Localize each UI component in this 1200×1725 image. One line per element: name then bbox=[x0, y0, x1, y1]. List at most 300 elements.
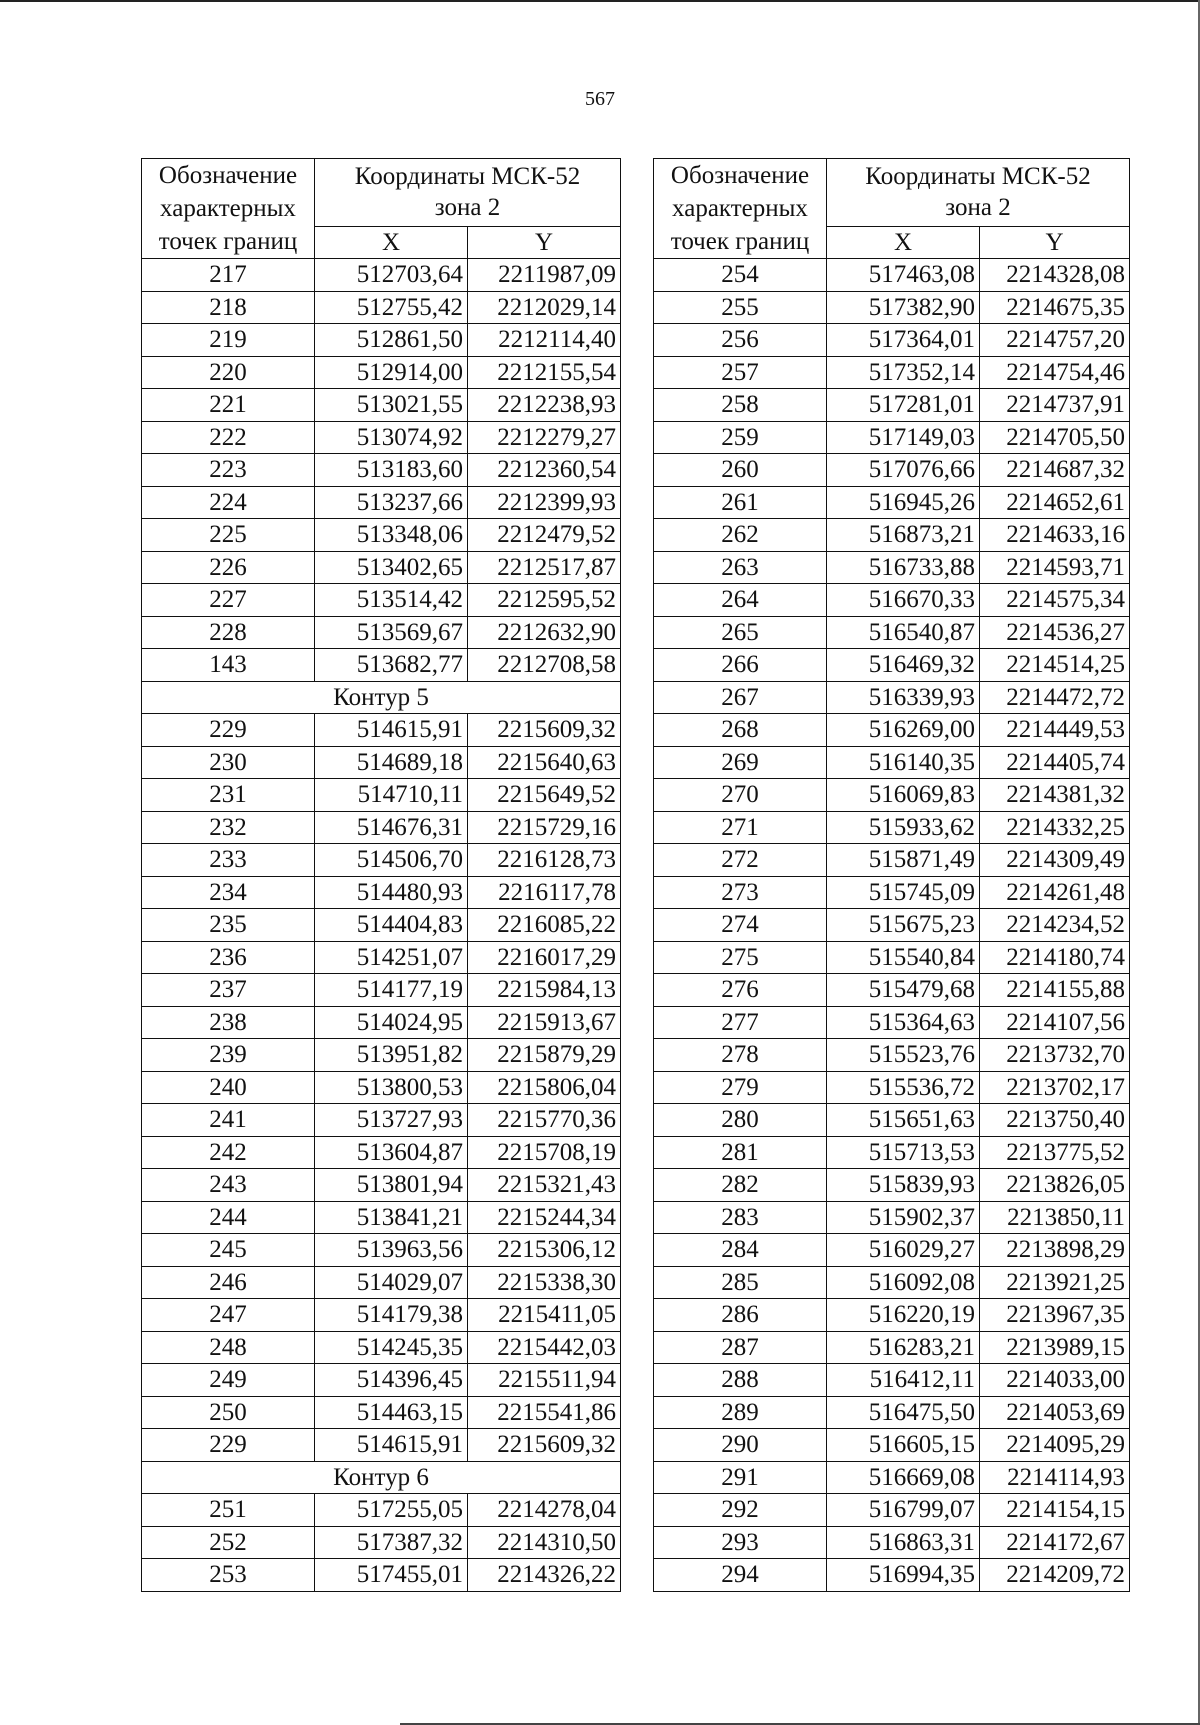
x-coordinate-cell: 512703,64 bbox=[315, 259, 468, 292]
point-number-cell: 233 bbox=[142, 844, 315, 877]
x-coordinate-cell: 516339,93 bbox=[827, 681, 980, 714]
point-number-cell: 222 bbox=[142, 421, 315, 454]
point-number-cell: 223 bbox=[142, 454, 315, 487]
x-coordinate-cell: 512861,50 bbox=[315, 324, 468, 357]
contour-label: Контур 6 bbox=[142, 1461, 621, 1494]
point-number-cell: 262 bbox=[654, 519, 827, 552]
x-coordinate-cell: 516412,11 bbox=[827, 1364, 980, 1397]
x-coordinate-cell: 513604,87 bbox=[315, 1136, 468, 1169]
table-row bbox=[654, 909, 1130, 942]
table-row bbox=[142, 941, 621, 974]
point-number-cell: 256 bbox=[654, 324, 827, 357]
point-number-cell: 273 bbox=[654, 876, 827, 909]
table-row bbox=[142, 1299, 621, 1332]
point-number-cell: 246 bbox=[142, 1266, 315, 1299]
x-coordinate-cell: 517455,01 bbox=[315, 1559, 468, 1592]
point-number-cell: 291 bbox=[654, 1461, 827, 1494]
table-row bbox=[654, 389, 1130, 422]
point-number-cell: 248 bbox=[142, 1331, 315, 1364]
point-number-cell: 258 bbox=[654, 389, 827, 422]
table-row bbox=[142, 324, 621, 357]
x-coordinate-cell: 513021,55 bbox=[315, 389, 468, 422]
table-row bbox=[654, 649, 1130, 682]
y-coordinate-cell: 2215770,36 bbox=[468, 1104, 621, 1137]
point-number-cell: 240 bbox=[142, 1071, 315, 1104]
table-row bbox=[654, 1299, 1130, 1332]
y-coordinate-cell: 2213921,25 bbox=[980, 1266, 1130, 1299]
y-coordinate-cell: 2215729,16 bbox=[468, 811, 621, 844]
y-coordinate-cell: 2215609,32 bbox=[468, 1429, 621, 1462]
x-coordinate-cell: 516945,26 bbox=[827, 486, 980, 519]
x-coordinate-cell: 516469,32 bbox=[827, 649, 980, 682]
x-coordinate-cell: 516220,19 bbox=[827, 1299, 980, 1332]
x-column-header: X bbox=[827, 226, 980, 258]
designation-header-line: Обозначение bbox=[670, 162, 810, 189]
table-row bbox=[142, 811, 621, 844]
point-number-cell: 263 bbox=[654, 551, 827, 584]
y-coordinate-cell: 2215640,63 bbox=[468, 746, 621, 779]
point-number-cell: 252 bbox=[142, 1526, 315, 1559]
table-row bbox=[142, 291, 621, 324]
table-row bbox=[654, 1136, 1130, 1169]
table-row bbox=[654, 1559, 1130, 1592]
table-row bbox=[654, 941, 1130, 974]
y-coordinate-cell: 2214705,50 bbox=[980, 421, 1130, 454]
x-coordinate-cell: 516733,88 bbox=[827, 551, 980, 584]
table-row bbox=[142, 746, 621, 779]
x-coordinate-cell: 514245,35 bbox=[315, 1331, 468, 1364]
table-row bbox=[142, 259, 621, 292]
x-coordinate-cell: 515523,76 bbox=[827, 1039, 980, 1072]
table-row bbox=[142, 584, 621, 617]
table-row bbox=[142, 1201, 621, 1234]
point-number-cell: 257 bbox=[654, 356, 827, 389]
x-coordinate-cell: 513963,56 bbox=[315, 1234, 468, 1267]
point-number-cell: 253 bbox=[142, 1559, 315, 1592]
point-number-cell: 271 bbox=[654, 811, 827, 844]
y-coordinate-cell: 2213898,29 bbox=[980, 1234, 1130, 1267]
x-coordinate-cell: 513800,53 bbox=[315, 1071, 468, 1104]
x-coordinate-cell: 515871,49 bbox=[827, 844, 980, 877]
y-coordinate-cell: 2214261,48 bbox=[980, 876, 1130, 909]
y-coordinate-cell: 2213989,15 bbox=[980, 1331, 1130, 1364]
y-coordinate-cell: 2215244,34 bbox=[468, 1201, 621, 1234]
y-coordinate-cell: 2215511,94 bbox=[468, 1364, 621, 1397]
y-coordinate-cell: 2212155,54 bbox=[468, 356, 621, 389]
point-number-cell: 275 bbox=[654, 941, 827, 974]
point-number-cell: 243 bbox=[142, 1169, 315, 1202]
table-row bbox=[142, 519, 621, 552]
coordinates-header-line: зона 2 bbox=[945, 194, 1011, 221]
x-coordinate-cell: 517387,32 bbox=[315, 1526, 468, 1559]
y-coordinate-cell: 2214326,22 bbox=[468, 1559, 621, 1592]
y-coordinate-cell: 2213750,40 bbox=[980, 1104, 1130, 1137]
table-row bbox=[654, 1429, 1130, 1462]
y-coordinate-cell: 2216128,73 bbox=[468, 844, 621, 877]
y-coordinate-cell: 2215541,86 bbox=[468, 1396, 621, 1429]
y-coordinate-cell: 2215984,13 bbox=[468, 974, 621, 1007]
point-number-cell: 276 bbox=[654, 974, 827, 1007]
point-number-cell: 249 bbox=[142, 1364, 315, 1397]
y-coordinate-cell: 2215306,12 bbox=[468, 1234, 621, 1267]
designation-header-line: точек границ bbox=[158, 228, 298, 255]
y-coordinate-cell: 2212279,27 bbox=[468, 421, 621, 454]
y-coordinate-cell: 2215913,67 bbox=[468, 1006, 621, 1039]
designation-header-line: характерных bbox=[160, 195, 296, 222]
point-number-cell: 265 bbox=[654, 616, 827, 649]
table-row bbox=[142, 1234, 621, 1267]
table-row bbox=[142, 486, 621, 519]
y-coordinate-cell: 2213850,11 bbox=[980, 1201, 1130, 1234]
y-coordinate-cell: 2214472,72 bbox=[980, 681, 1130, 714]
table-row bbox=[654, 746, 1130, 779]
x-coordinate-cell: 513183,60 bbox=[315, 454, 468, 487]
y-coordinate-cell: 2212632,90 bbox=[468, 616, 621, 649]
y-coordinate-cell: 2214310,50 bbox=[468, 1526, 621, 1559]
y-coordinate-cell: 2215321,43 bbox=[468, 1169, 621, 1202]
table-row bbox=[142, 1396, 621, 1429]
x-coordinate-cell: 513841,21 bbox=[315, 1201, 468, 1234]
point-number-cell: 218 bbox=[142, 291, 315, 324]
designation-header bbox=[654, 159, 827, 259]
y-coordinate-cell: 2212114,40 bbox=[468, 324, 621, 357]
x-coordinate-cell: 517463,08 bbox=[827, 259, 980, 292]
y-coordinate-cell: 2214754,46 bbox=[980, 356, 1130, 389]
y-coordinate-cell: 2214675,35 bbox=[980, 291, 1130, 324]
point-number-cell: 278 bbox=[654, 1039, 827, 1072]
table-row bbox=[142, 1136, 621, 1169]
x-coordinate-cell: 515364,63 bbox=[827, 1006, 980, 1039]
coordinates-header bbox=[827, 159, 1130, 227]
coordinates-table-right bbox=[653, 158, 1130, 1592]
point-number-cell: 288 bbox=[654, 1364, 827, 1397]
y-column-header: Y bbox=[980, 226, 1130, 258]
table-row bbox=[654, 681, 1130, 714]
table-row bbox=[654, 1396, 1130, 1429]
table-row bbox=[654, 1071, 1130, 1104]
y-coordinate-cell: 2214737,91 bbox=[980, 389, 1130, 422]
y-coordinate-cell: 2214633,16 bbox=[980, 519, 1130, 552]
x-coordinate-cell: 516669,08 bbox=[827, 1461, 980, 1494]
point-number-cell: 264 bbox=[654, 584, 827, 617]
designation-header bbox=[142, 159, 315, 259]
point-number-cell: 280 bbox=[654, 1104, 827, 1137]
y-coordinate-cell: 2214180,74 bbox=[980, 941, 1130, 974]
point-number-cell: 231 bbox=[142, 779, 315, 812]
x-coordinate-cell: 515745,09 bbox=[827, 876, 980, 909]
table-row bbox=[654, 1331, 1130, 1364]
point-number-cell: 289 bbox=[654, 1396, 827, 1429]
table-row bbox=[142, 1429, 621, 1462]
table-row bbox=[142, 1494, 621, 1527]
table-row bbox=[654, 1006, 1130, 1039]
point-number-cell: 228 bbox=[142, 616, 315, 649]
table-row bbox=[654, 259, 1130, 292]
designation-header-line: характерных bbox=[672, 195, 808, 222]
x-coordinate-cell: 516670,33 bbox=[827, 584, 980, 617]
x-coordinate-cell: 517352,14 bbox=[827, 356, 980, 389]
x-coordinate-cell: 515675,23 bbox=[827, 909, 980, 942]
y-coordinate-cell: 2212238,93 bbox=[468, 389, 621, 422]
point-number-cell: 241 bbox=[142, 1104, 315, 1137]
point-number-cell: 287 bbox=[654, 1331, 827, 1364]
table-row bbox=[654, 1169, 1130, 1202]
point-number-cell: 230 bbox=[142, 746, 315, 779]
x-coordinate-cell: 513951,82 bbox=[315, 1039, 468, 1072]
point-number-cell: 244 bbox=[142, 1201, 315, 1234]
point-number-cell: 237 bbox=[142, 974, 315, 1007]
coordinates-header-line: Координаты МСК-52 bbox=[354, 163, 581, 190]
x-coordinate-cell: 517281,01 bbox=[827, 389, 980, 422]
point-number-cell: 285 bbox=[654, 1266, 827, 1299]
designation-header-line: точек границ bbox=[670, 228, 810, 255]
x-coordinate-cell: 513237,66 bbox=[315, 486, 468, 519]
x-coordinate-cell: 515902,37 bbox=[827, 1201, 980, 1234]
x-coordinate-cell: 516475,50 bbox=[827, 1396, 980, 1429]
x-coordinate-cell: 514404,83 bbox=[315, 909, 468, 942]
y-coordinate-cell: 2215806,04 bbox=[468, 1071, 621, 1104]
x-coordinate-cell: 514676,31 bbox=[315, 811, 468, 844]
table-row bbox=[654, 519, 1130, 552]
x-coordinate-cell: 516799,07 bbox=[827, 1494, 980, 1527]
x-coordinate-cell: 516994,35 bbox=[827, 1559, 980, 1592]
table-row bbox=[142, 551, 621, 584]
point-number-cell: 274 bbox=[654, 909, 827, 942]
x-coordinate-cell: 515540,84 bbox=[827, 941, 980, 974]
table-row bbox=[654, 1266, 1130, 1299]
x-coordinate-cell: 513569,67 bbox=[315, 616, 468, 649]
x-coordinate-cell: 514029,07 bbox=[315, 1266, 468, 1299]
table-row bbox=[142, 1104, 621, 1137]
x-coordinate-cell: 513801,94 bbox=[315, 1169, 468, 1202]
y-coordinate-cell: 2214095,29 bbox=[980, 1429, 1130, 1462]
y-coordinate-cell: 2215442,03 bbox=[468, 1331, 621, 1364]
x-coordinate-cell: 516873,21 bbox=[827, 519, 980, 552]
y-coordinate-cell: 2214332,25 bbox=[980, 811, 1130, 844]
x-coordinate-cell: 513727,93 bbox=[315, 1104, 468, 1137]
table-row bbox=[142, 714, 621, 747]
point-number-cell: 250 bbox=[142, 1396, 315, 1429]
point-number-cell: 268 bbox=[654, 714, 827, 747]
point-number-cell: 239 bbox=[142, 1039, 315, 1072]
y-coordinate-cell: 2216017,29 bbox=[468, 941, 621, 974]
x-coordinate-cell: 517364,01 bbox=[827, 324, 980, 357]
x-coordinate-cell: 514463,15 bbox=[315, 1396, 468, 1429]
y-coordinate-cell: 2214053,69 bbox=[980, 1396, 1130, 1429]
x-coordinate-cell: 513348,06 bbox=[315, 519, 468, 552]
y-coordinate-cell: 2215338,30 bbox=[468, 1266, 621, 1299]
table-row bbox=[654, 584, 1130, 617]
point-number-cell: 260 bbox=[654, 454, 827, 487]
y-coordinate-cell: 2214114,93 bbox=[980, 1461, 1130, 1494]
point-number-cell: 220 bbox=[142, 356, 315, 389]
table-row bbox=[654, 1494, 1130, 1527]
table-row bbox=[142, 1266, 621, 1299]
point-number-cell: 232 bbox=[142, 811, 315, 844]
table-row bbox=[654, 779, 1130, 812]
y-coordinate-cell: 2215411,05 bbox=[468, 1299, 621, 1332]
y-coordinate-cell: 2213967,35 bbox=[980, 1299, 1130, 1332]
y-coordinate-cell: 2214687,32 bbox=[980, 454, 1130, 487]
coordinates-table-left bbox=[141, 158, 621, 1592]
y-coordinate-cell: 2214757,20 bbox=[980, 324, 1130, 357]
y-coordinate-cell: 2214155,88 bbox=[980, 974, 1130, 1007]
x-coordinate-cell: 514506,70 bbox=[315, 844, 468, 877]
table-row bbox=[654, 844, 1130, 877]
point-number-cell: 259 bbox=[654, 421, 827, 454]
x-coordinate-cell: 514689,18 bbox=[315, 746, 468, 779]
table-row bbox=[654, 1039, 1130, 1072]
table-row bbox=[142, 649, 621, 682]
point-number-cell: 224 bbox=[142, 486, 315, 519]
table-row bbox=[142, 779, 621, 812]
x-coordinate-cell: 514480,93 bbox=[315, 876, 468, 909]
x-coordinate-cell: 513514,42 bbox=[315, 584, 468, 617]
y-coordinate-cell: 2212595,52 bbox=[468, 584, 621, 617]
point-number-cell: 242 bbox=[142, 1136, 315, 1169]
point-number-cell: 269 bbox=[654, 746, 827, 779]
y-coordinate-cell: 2212399,93 bbox=[468, 486, 621, 519]
table-row bbox=[654, 1104, 1130, 1137]
y-coordinate-cell: 2212708,58 bbox=[468, 649, 621, 682]
x-coordinate-cell: 515536,72 bbox=[827, 1071, 980, 1104]
point-number-cell: 247 bbox=[142, 1299, 315, 1332]
table-row bbox=[654, 356, 1130, 389]
y-coordinate-cell: 2214278,04 bbox=[468, 1494, 621, 1527]
page-number: 567 bbox=[585, 88, 615, 110]
point-number-cell: 226 bbox=[142, 551, 315, 584]
point-number-cell: 221 bbox=[142, 389, 315, 422]
table-row bbox=[654, 454, 1130, 487]
table-row bbox=[142, 844, 621, 877]
point-number-cell: 217 bbox=[142, 259, 315, 292]
y-coordinate-cell: 2214593,71 bbox=[980, 551, 1130, 584]
point-number-cell: 251 bbox=[142, 1494, 315, 1527]
point-number-cell: 225 bbox=[142, 519, 315, 552]
point-number-cell: 227 bbox=[142, 584, 315, 617]
x-coordinate-cell: 517255,05 bbox=[315, 1494, 468, 1527]
table-row bbox=[654, 551, 1130, 584]
x-coordinate-cell: 514710,11 bbox=[315, 779, 468, 812]
table-row bbox=[654, 291, 1130, 324]
y-coordinate-cell: 2216085,22 bbox=[468, 909, 621, 942]
point-number-cell: 293 bbox=[654, 1526, 827, 1559]
y-coordinate-cell: 2213775,52 bbox=[980, 1136, 1130, 1169]
point-number-cell: 267 bbox=[654, 681, 827, 714]
y-coordinate-cell: 2214652,61 bbox=[980, 486, 1130, 519]
table-row bbox=[142, 876, 621, 909]
x-coordinate-cell: 517382,90 bbox=[827, 291, 980, 324]
y-coordinate-cell: 2213702,17 bbox=[980, 1071, 1130, 1104]
x-coordinate-cell: 514024,95 bbox=[315, 1006, 468, 1039]
point-number-cell: 254 bbox=[654, 259, 827, 292]
y-coordinate-cell: 2215649,52 bbox=[468, 779, 621, 812]
table-row bbox=[654, 876, 1130, 909]
table-row bbox=[654, 714, 1130, 747]
x-coordinate-cell: 516283,21 bbox=[827, 1331, 980, 1364]
coordinates-header-line: Координаты МСК-52 bbox=[865, 163, 1091, 190]
point-number-cell: 236 bbox=[142, 941, 315, 974]
table-row bbox=[654, 974, 1130, 1007]
point-number-cell: 292 bbox=[654, 1494, 827, 1527]
point-number-cell: 229 bbox=[142, 714, 315, 747]
table-row bbox=[654, 1234, 1130, 1267]
table-row bbox=[654, 421, 1130, 454]
x-coordinate-cell: 514615,91 bbox=[315, 714, 468, 747]
point-number-cell: 235 bbox=[142, 909, 315, 942]
table-row bbox=[142, 1071, 621, 1104]
y-coordinate-cell: 2212360,54 bbox=[468, 454, 621, 487]
y-coordinate-cell: 2214575,34 bbox=[980, 584, 1130, 617]
y-coordinate-cell: 2214209,72 bbox=[980, 1559, 1130, 1592]
point-number-cell: 245 bbox=[142, 1234, 315, 1267]
table-body bbox=[142, 259, 621, 1592]
table-row bbox=[142, 1006, 621, 1039]
point-number-cell: 279 bbox=[654, 1071, 827, 1104]
y-coordinate-cell: 2214107,56 bbox=[980, 1006, 1130, 1039]
table-row bbox=[654, 811, 1130, 844]
point-number-cell: 282 bbox=[654, 1169, 827, 1202]
y-coordinate-cell: 2214172,67 bbox=[980, 1526, 1130, 1559]
x-coordinate-cell: 515651,63 bbox=[827, 1104, 980, 1137]
point-number-cell: 281 bbox=[654, 1136, 827, 1169]
table-row bbox=[142, 454, 621, 487]
x-coordinate-cell: 515839,93 bbox=[827, 1169, 980, 1202]
x-coordinate-cell: 514615,91 bbox=[315, 1429, 468, 1462]
x-coordinate-cell: 517149,03 bbox=[827, 421, 980, 454]
table-row bbox=[654, 1526, 1130, 1559]
x-coordinate-cell: 514396,45 bbox=[315, 1364, 468, 1397]
x-coordinate-cell: 515479,68 bbox=[827, 974, 980, 1007]
x-coordinate-cell: 516092,08 bbox=[827, 1266, 980, 1299]
y-coordinate-cell: 2212517,87 bbox=[468, 551, 621, 584]
point-number-cell: 219 bbox=[142, 324, 315, 357]
table-row bbox=[142, 421, 621, 454]
table-row bbox=[654, 1364, 1130, 1397]
y-coordinate-cell: 2214328,08 bbox=[980, 259, 1130, 292]
point-number-cell: 286 bbox=[654, 1299, 827, 1332]
y-coordinate-cell: 2214381,32 bbox=[980, 779, 1130, 812]
x-coordinate-cell: 516069,83 bbox=[827, 779, 980, 812]
y-column-header: Y bbox=[468, 226, 621, 258]
table-row bbox=[654, 616, 1130, 649]
point-number-cell: 277 bbox=[654, 1006, 827, 1039]
x-coordinate-cell: 514179,38 bbox=[315, 1299, 468, 1332]
table-row bbox=[142, 909, 621, 942]
table-row bbox=[142, 1526, 621, 1559]
table-row bbox=[142, 1169, 621, 1202]
y-coordinate-cell: 2213826,05 bbox=[980, 1169, 1130, 1202]
table-row bbox=[654, 1461, 1130, 1494]
y-coordinate-cell: 2212479,52 bbox=[468, 519, 621, 552]
y-coordinate-cell: 2212029,14 bbox=[468, 291, 621, 324]
table-row bbox=[142, 1039, 621, 1072]
x-coordinate-cell: 516540,87 bbox=[827, 616, 980, 649]
x-coordinate-cell: 513402,65 bbox=[315, 551, 468, 584]
y-coordinate-cell: 2211987,09 bbox=[468, 259, 621, 292]
x-column-header: X bbox=[315, 226, 468, 258]
table-row bbox=[142, 1559, 621, 1592]
designation-header-line: Обозначение bbox=[158, 162, 298, 189]
x-coordinate-cell: 515933,62 bbox=[827, 811, 980, 844]
x-coordinate-cell: 516029,27 bbox=[827, 1234, 980, 1267]
y-coordinate-cell: 2215708,19 bbox=[468, 1136, 621, 1169]
y-coordinate-cell: 2216117,78 bbox=[468, 876, 621, 909]
point-number-cell: 290 bbox=[654, 1429, 827, 1462]
contour-label: Контур 5 bbox=[142, 681, 621, 714]
y-coordinate-cell: 2213732,70 bbox=[980, 1039, 1130, 1072]
x-coordinate-cell: 516269,00 bbox=[827, 714, 980, 747]
